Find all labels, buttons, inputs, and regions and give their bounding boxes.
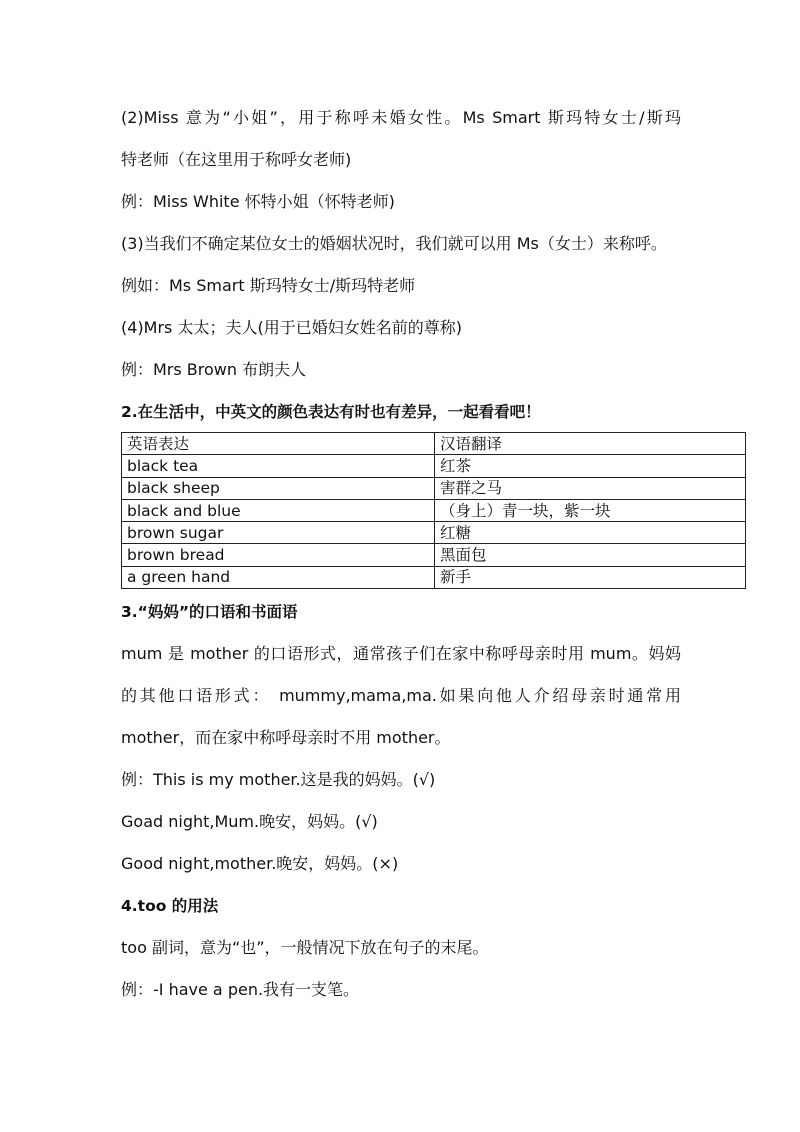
table-row [122,566,746,588]
table-row [122,544,746,566]
table-cell-english: black tea [122,455,435,477]
table-header-row [122,433,746,455]
section3-heading: 3.“妈妈”的口语和书面语 [121,603,298,621]
table-cell-chinese: 新手 [435,566,746,588]
table-row [122,522,746,544]
table-row [122,499,746,521]
table-cell-chinese: 黑面包 [435,544,746,566]
mother-example-2: Goad night,Mum.晚安，妈妈。(√) [121,812,378,831]
table-row [122,477,746,499]
too-example: 例：-I have a pen.我有一支笔。 [121,980,360,999]
mother-example-3: Good night,mother.晚安，妈妈。(×) [121,854,399,873]
table-cell-english: a green hand [122,566,435,588]
table-cell-english: brown sugar [122,522,435,544]
ms-example: 例如：Ms Smart 斯玛特女士/斯玛特老师 [121,276,416,295]
mum-paragraph-line1: mum 是 mother 的口语形式，通常孩子们在家中称呼母亲时用 mum。妈妈 [121,644,681,663]
table-cell-chinese: 红糖 [435,522,746,544]
miss-example: 例：Miss White 怀特小姐（怀特老师) [121,192,395,211]
color-expression-table [121,432,746,589]
table-header-english: 英语表达 [122,433,435,455]
table-cell-chinese: 红茶 [435,455,746,477]
table-cell-english: black sheep [122,477,435,499]
table-cell-english: brown bread [122,544,435,566]
mum-paragraph-line3: mother，而在家中称呼母亲时不用 mother。 [121,728,451,747]
too-explanation: too 副词，意为“也”，一般情况下放在句子的末尾。 [121,938,489,957]
miss-explanation-line1: (2)Miss 意为“小姐”，用于称呼未婚女性。Ms Smart 斯玛特女士/斯玛 [121,108,681,127]
mrs-example: 例：Mrs Brown 布朗夫人 [121,360,307,379]
table-cell-english: black and blue [122,499,435,521]
section2-heading: 2.在生活中，中英文的颜色表达有时也有差异，一起看看吧！ [121,403,541,421]
mother-example-1: 例：This is my mother.这是我的妈妈。(√) [121,770,436,789]
mum-paragraph-line2: 的其他口语形式： mummy,mama,ma.如果向他人介绍母亲时通常用 [121,686,681,705]
table-row [122,455,746,477]
mrs-explanation: (4)Mrs 太太；夫人(用于已婚妇女姓名前的尊称) [121,318,462,337]
section4-heading: 4.too 的用法 [121,897,219,915]
miss-explanation-line2: 特老师（在这里用于称呼女老师) [121,150,352,169]
table-header-chinese: 汉语翻译 [435,433,746,455]
table-cell-chinese: 害群之马 [435,477,746,499]
ms-explanation: (3)当我们不确定某位女士的婚姻状况时，我们就可以用 Ms（女士）来称呼。 [121,234,667,253]
table-cell-chinese: （身上）青一块，紫一块 [435,499,746,521]
